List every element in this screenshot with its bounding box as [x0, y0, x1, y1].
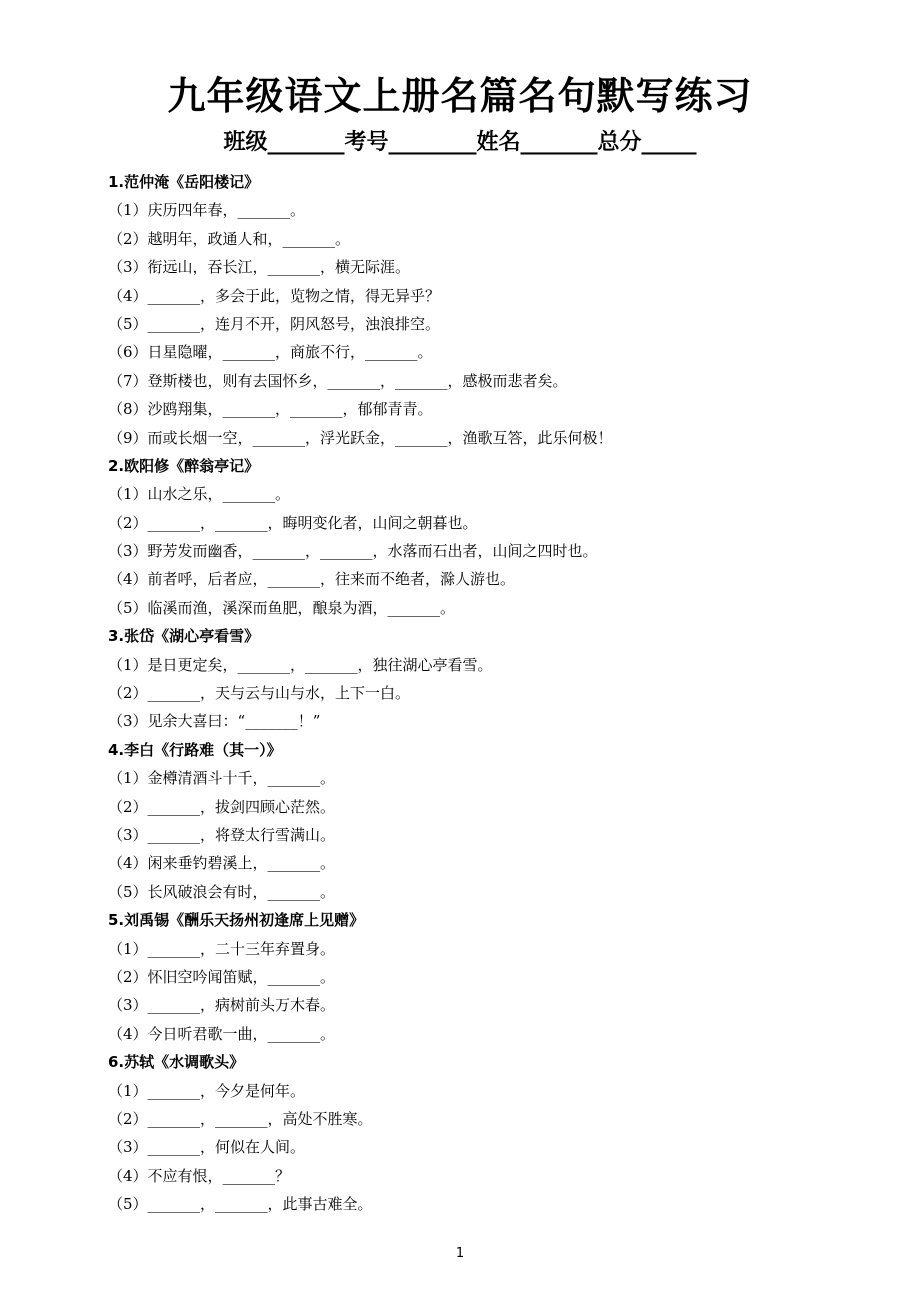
section-zuiweng-pavilion — [108, 452, 888, 622]
exercise-item: （2）怀旧空吟闻笛赋，_______。 — [108, 967, 336, 986]
exercise-item: （5）_______，连月不开，阴风怒号，浊浪排空。 — [108, 314, 441, 333]
exercise-item: （2）_______，拔剑四顾心茫然。 — [108, 797, 336, 816]
section-heading: 2.欧阳修《醉翁亭记》 — [108, 456, 260, 475]
section-shuidiao-getou — [108, 1048, 888, 1218]
exercise-item: （2）_______，_______，晦明变化者，山间之朝暮也。 — [108, 513, 478, 532]
exercise-item: （3）见余大喜曰：“_______！” — [108, 712, 321, 731]
exercise-item: （1）_______，今夕是何年。 — [108, 1081, 306, 1100]
student-info-line — [0, 126, 920, 160]
section-liu-yuxi — [108, 906, 888, 1048]
section-heading: 3.张岱《湖心亭看雪》 — [108, 627, 260, 646]
exercise-item: （8）沙鸥翔集，_______，_______，郁郁青青。 — [108, 400, 433, 419]
class-blank: _______ — [267, 130, 345, 155]
exercise-item: （5）临溪而渔，溪深而鱼肥，酿泉为酒，_______。 — [108, 598, 456, 617]
exercise-item: （5）_______，_______，此事古难全。 — [108, 1195, 373, 1214]
page-title: 九年级语文上册名篇名句默写练习 — [167, 74, 753, 118]
exercise-item: （3）衔远山，吞长江，_______，横无际涯。 — [108, 258, 411, 277]
exercise-item: （4）今日听君歌一曲，_______。 — [108, 1024, 336, 1043]
exercise-item: （2）越明年，政通人和，_______。 — [108, 229, 351, 248]
exercise-item: （1）_______，二十三年弃置身。 — [108, 939, 336, 958]
section-yueyang-tower — [108, 168, 888, 452]
exercise-item: （6）日星隐曜，_______，商旅不行，_______。 — [108, 343, 433, 362]
section-heading: 5.刘禹锡《酬乐天扬州初逢席上见赠》 — [108, 911, 365, 930]
exercise-item: （4）闲来垂钓碧溪上，_______。 — [108, 854, 336, 873]
exercise-item: （1）金樽清酒斗十千，_______。 — [108, 769, 336, 788]
class-label: 班级 — [223, 130, 268, 155]
exercise-item: （3）_______，将登太行雪满山。 — [108, 825, 336, 844]
exercise-item: （1）是日更定矣，_______，_______，独往湖心亭看雪。 — [108, 655, 493, 674]
section-huxinting-snow — [108, 622, 888, 736]
exercise-item: （4）前者呼，后者应，_______，往来而不绝者，滁人游也。 — [108, 570, 516, 589]
exam-number-blank: ________ — [388, 130, 477, 155]
section-heading: 1.范仲淹《岳阳楼记》 — [108, 173, 260, 191]
exercise-item: （4）_______，多会于此，览物之情，得无异乎？ — [108, 286, 441, 305]
exercise-item: （3）_______，病树前头万木春。 — [108, 996, 336, 1015]
exercise-item: （2）_______，天与云与山与水，上下一白。 — [108, 684, 411, 703]
exercise-item: （3）_______，何似在人间。 — [108, 1138, 306, 1157]
exercise-content — [108, 168, 888, 1218]
exercise-item: （7）登斯楼也，则有去国怀乡，_______，_______，感极而悲者矣。 — [108, 371, 568, 390]
name-label: 姓名 — [476, 130, 521, 155]
exercise-item: （3）野芳发而幽香，_______，_______，水落而石出者，山间之四时也。 — [108, 542, 598, 561]
exercise-item: （9）而或长烟一空，_______，浮光跃金，_______，渔歌互答，此乐何极！ — [108, 428, 613, 447]
section-heading: 4.李白《行路难（其一）》 — [108, 740, 282, 759]
exercise-item: （2）_______，_______，高处不胜寒。 — [108, 1109, 373, 1128]
exercise-item: （1）庆历四年春，_______。 — [108, 201, 306, 220]
exam-number-label: 考号 — [344, 130, 389, 155]
exercise-item: （1）山水之乐，_______。 — [108, 485, 291, 504]
page-number: 1 — [455, 1246, 465, 1261]
exercise-item: （5）长风破浪会有时，_______。 — [108, 882, 336, 901]
section-heading: 6.苏轼《水调歌头》 — [108, 1053, 245, 1072]
name-blank: _______ — [520, 130, 598, 155]
score-blank: _____ — [641, 130, 697, 155]
score-label: 总分 — [597, 130, 642, 155]
exercise-item: （4）不应有恨，_______？ — [108, 1166, 291, 1185]
section-xinglunan — [108, 736, 888, 906]
